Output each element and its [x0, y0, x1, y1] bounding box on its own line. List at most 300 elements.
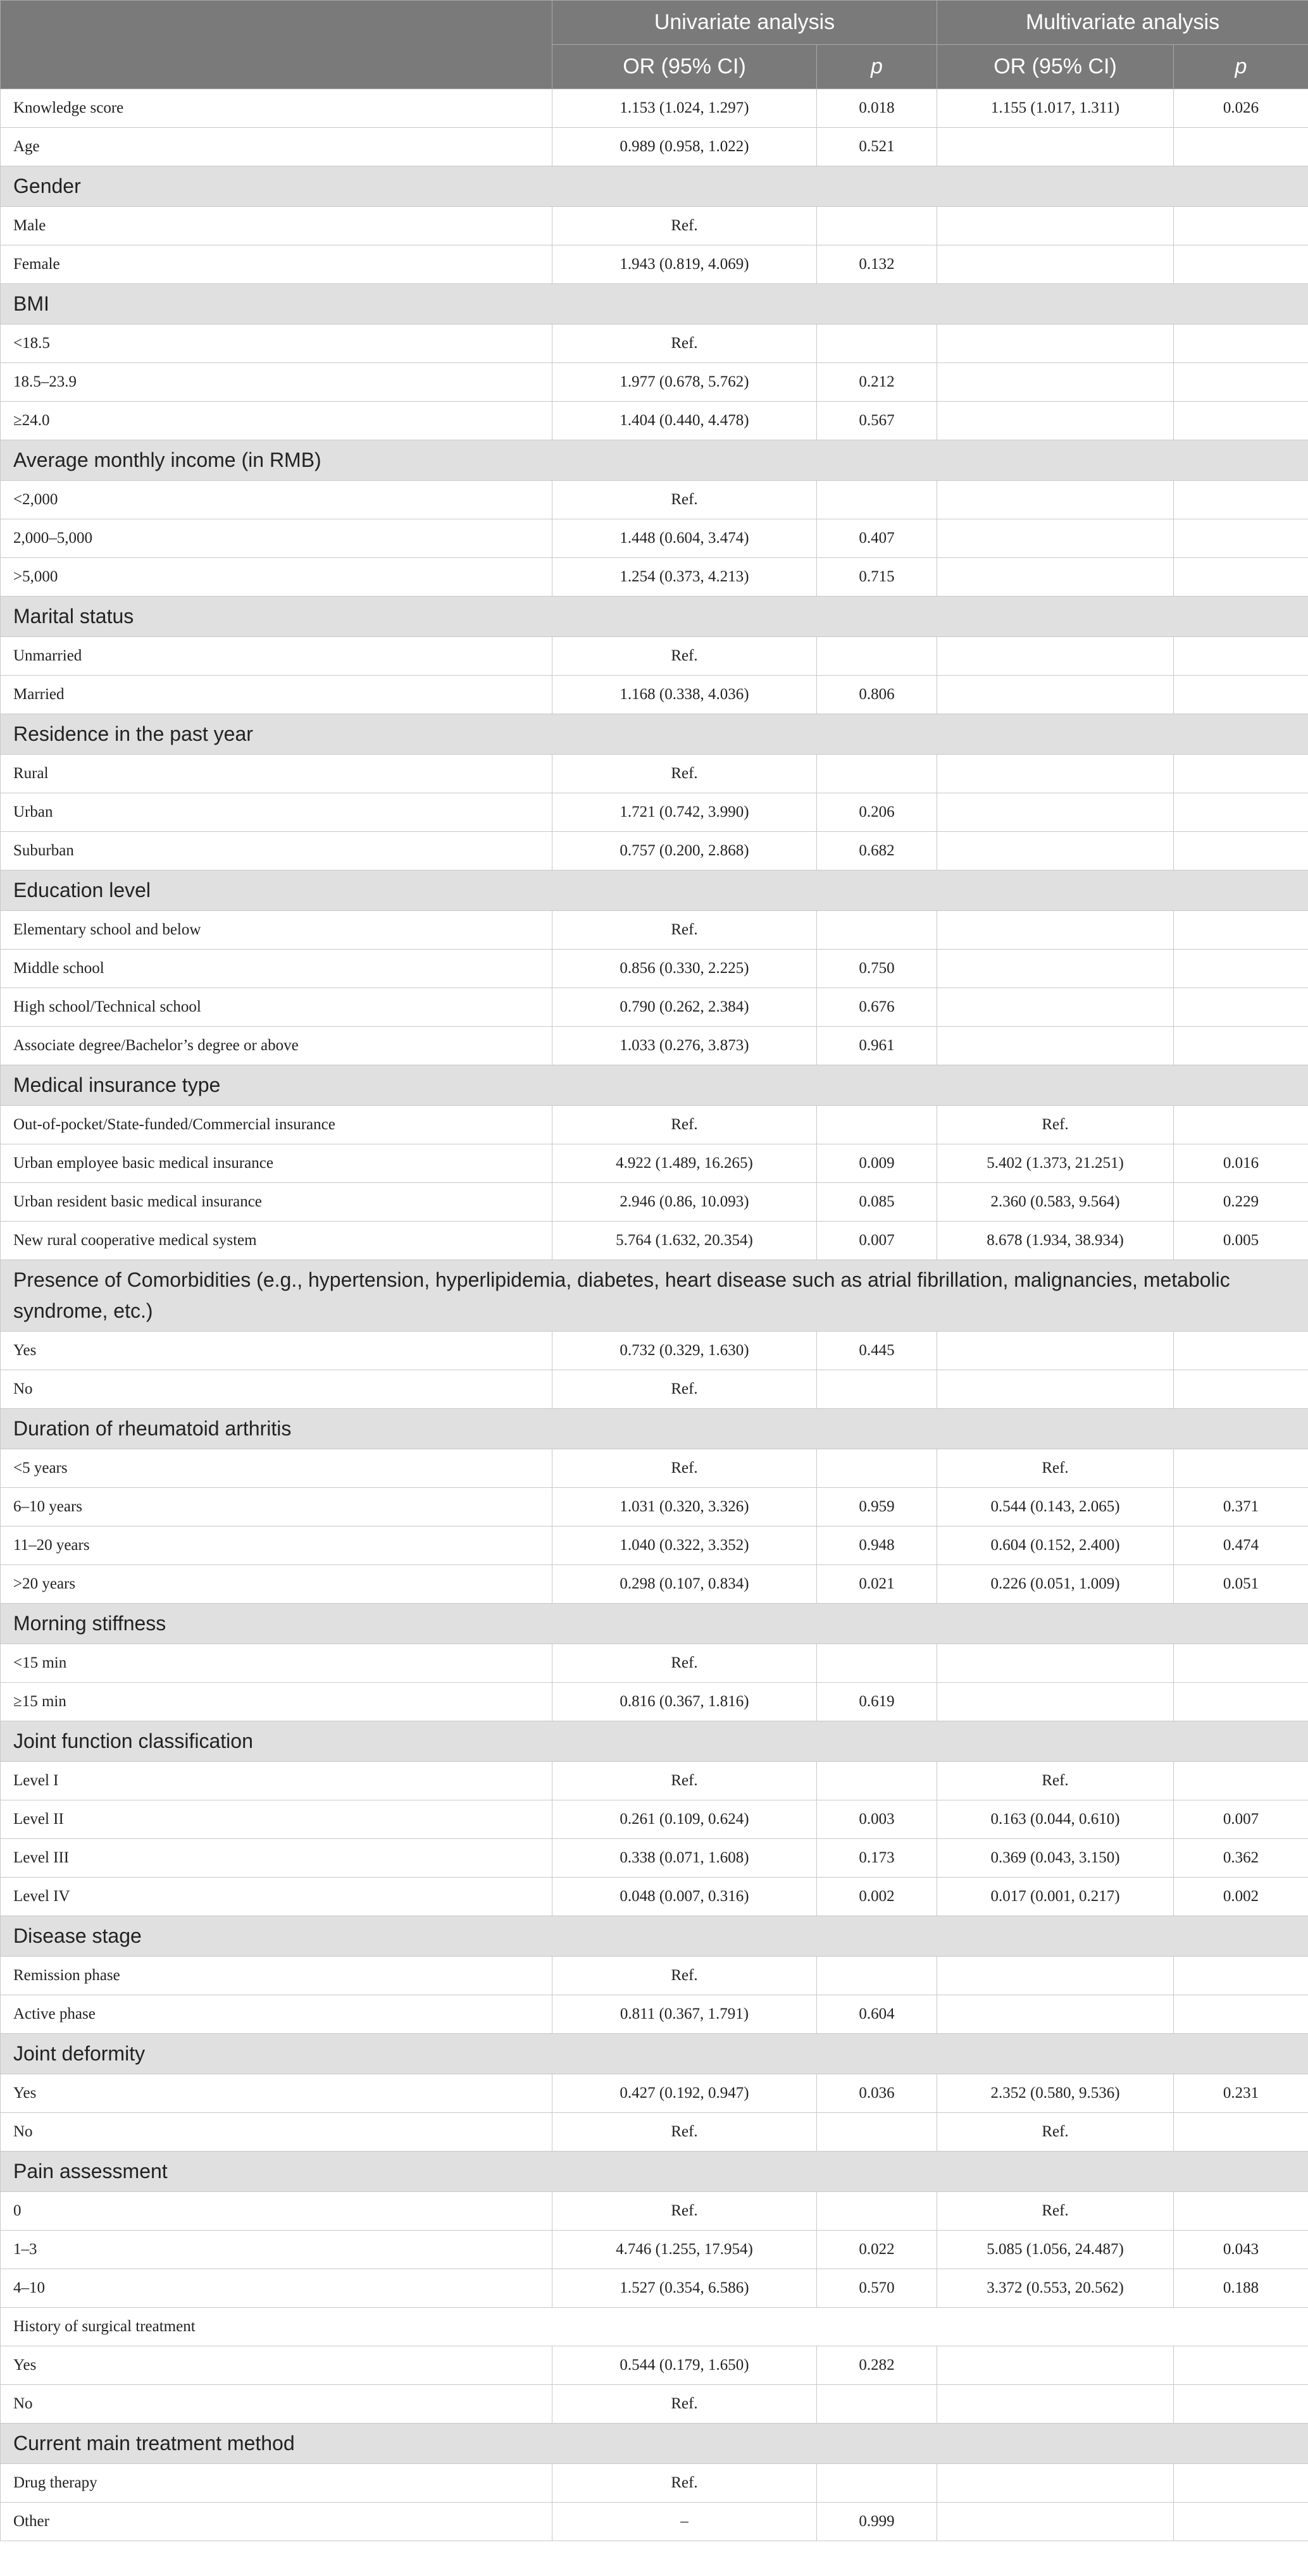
table-row — [1, 637, 1308, 676]
header-multivariate: Multivariate analysis — [937, 1, 1308, 45]
multivariate-p-cell: 0.362 — [1174, 1839, 1308, 1878]
multivariate-or-cell — [937, 911, 1174, 950]
row-label: Elementary school and below — [1, 911, 552, 950]
table-row — [1, 2503, 1308, 2541]
multivariate-or-cell — [937, 676, 1174, 714]
group-label: History of surgical treatment — [1, 2308, 1308, 2346]
row-label: 1–3 — [1, 2231, 552, 2269]
table-row — [1, 89, 1308, 128]
univariate-or-cell: Ref. — [552, 207, 817, 245]
multivariate-or-cell: Ref. — [937, 1106, 1174, 1144]
multivariate-p-cell — [1174, 1762, 1308, 1800]
multivariate-p-cell — [1174, 1106, 1308, 1144]
table-row — [1, 519, 1308, 558]
multivariate-p-cell — [1174, 2503, 1308, 2541]
univariate-p-cell: 0.002 — [817, 1878, 937, 1916]
header-multi-p: p — [1174, 45, 1308, 89]
univariate-or-cell: 0.544 (0.179, 1.650) — [552, 2346, 817, 2385]
group-label: Presence of Comorbidities (e.g., hypertension, hyperlipidemia, diabetes, heart disease such as atrial fibrillation, malignancies, metabolic syndrome, etc.) — [1, 1260, 1308, 1332]
table-row — [1, 1644, 1308, 1683]
row-label: ≥24.0 — [1, 402, 552, 440]
univariate-or-cell: 0.816 (0.367, 1.816) — [552, 1683, 817, 1721]
group-header-row — [1, 2034, 1308, 2074]
multivariate-p-cell — [1174, 245, 1308, 284]
group-label: Pain assessment — [1, 2152, 1308, 2192]
univariate-p-cell: 0.173 — [817, 1839, 937, 1878]
multivariate-p-cell: 0.229 — [1174, 1183, 1308, 1222]
univariate-or-cell: 5.764 (1.632, 20.354) — [552, 1222, 817, 1260]
group-label: Gender — [1, 166, 1308, 207]
row-label: Out-of-pocket/State-funded/Commercial insurance — [1, 1106, 552, 1144]
multivariate-p-cell — [1174, 1644, 1308, 1683]
multivariate-p-cell — [1174, 402, 1308, 440]
univariate-or-cell: 4.746 (1.255, 17.954) — [552, 2231, 817, 2269]
univariate-p-cell: 0.445 — [817, 1332, 937, 1370]
univariate-or-cell: 0.757 (0.200, 2.868) — [552, 832, 817, 870]
multivariate-or-cell — [937, 2346, 1174, 2385]
group-header-row — [1, 2308, 1308, 2346]
row-label: Yes — [1, 2074, 552, 2113]
table-row — [1, 2346, 1308, 2385]
multivariate-p-cell: 0.231 — [1174, 2074, 1308, 2113]
group-header-row — [1, 2424, 1308, 2464]
multivariate-or-cell — [937, 207, 1174, 245]
group-label: Current main treatment method — [1, 2424, 1308, 2464]
header-uni-or: OR (95% CI) — [552, 45, 817, 89]
multivariate-or-cell: Ref. — [937, 2113, 1174, 2152]
row-label: 4–10 — [1, 2269, 552, 2308]
table-row — [1, 2385, 1308, 2424]
univariate-p-cell: 0.009 — [817, 1144, 937, 1183]
multivariate-p-cell — [1174, 911, 1308, 950]
table-row — [1, 2074, 1308, 2113]
table-row — [1, 1565, 1308, 1604]
univariate-p-cell — [817, 2113, 937, 2152]
univariate-p-cell — [817, 911, 937, 950]
group-header-row — [1, 440, 1308, 481]
multivariate-or-cell: 2.352 (0.580, 9.536) — [937, 2074, 1174, 2113]
multivariate-or-cell — [937, 1644, 1174, 1683]
univariate-p-cell — [817, 2385, 937, 2424]
univariate-p-cell: 0.036 — [817, 2074, 937, 2113]
univariate-p-cell — [817, 755, 937, 793]
multivariate-or-cell — [937, 128, 1174, 166]
multivariate-or-cell — [937, 2385, 1174, 2424]
univariate-or-cell: 0.427 (0.192, 0.947) — [552, 2074, 817, 2113]
table-row — [1, 1332, 1308, 1370]
univariate-or-cell: 0.338 (0.071, 1.608) — [552, 1839, 817, 1878]
table-row — [1, 1957, 1308, 1995]
multivariate-p-cell: 0.474 — [1174, 1526, 1308, 1565]
row-label: Urban resident basic medical insurance — [1, 1183, 552, 1222]
table-row — [1, 325, 1308, 363]
univariate-p-cell: 0.407 — [817, 519, 937, 558]
table-row — [1, 2464, 1308, 2503]
univariate-p-cell: 0.212 — [817, 363, 937, 402]
multivariate-p-cell: 0.002 — [1174, 1878, 1308, 1916]
multivariate-or-cell — [937, 950, 1174, 988]
multivariate-p-cell — [1174, 2464, 1308, 2503]
univariate-or-cell: Ref. — [552, 637, 817, 676]
univariate-or-cell: 0.856 (0.330, 2.225) — [552, 950, 817, 988]
row-label: High school/Technical school — [1, 988, 552, 1027]
group-header-row — [1, 1721, 1308, 1762]
multivariate-p-cell — [1174, 676, 1308, 714]
multivariate-p-cell — [1174, 363, 1308, 402]
table-row — [1, 245, 1308, 284]
univariate-p-cell: 0.085 — [817, 1183, 937, 1222]
univariate-or-cell: 1.033 (0.276, 3.873) — [552, 1027, 817, 1065]
multivariate-or-cell — [937, 363, 1174, 402]
table-row — [1, 1800, 1308, 1839]
multivariate-p-cell — [1174, 1449, 1308, 1488]
multivariate-or-cell — [937, 1683, 1174, 1721]
multivariate-or-cell — [937, 793, 1174, 832]
univariate-p-cell: 0.521 — [817, 128, 937, 166]
univariate-p-cell — [817, 1644, 937, 1683]
multivariate-p-cell — [1174, 128, 1308, 166]
table-row — [1, 1488, 1308, 1526]
multivariate-p-cell: 0.005 — [1174, 1222, 1308, 1260]
multivariate-or-cell: 5.085 (1.056, 24.487) — [937, 2231, 1174, 2269]
group-label: Morning stiffness — [1, 1604, 1308, 1644]
univariate-or-cell: 1.031 (0.320, 3.326) — [552, 1488, 817, 1526]
univariate-or-cell: Ref. — [552, 911, 817, 950]
table-row — [1, 1526, 1308, 1565]
table-row — [1, 1144, 1308, 1183]
multivariate-p-cell — [1174, 1995, 1308, 2034]
multivariate-or-cell: 2.360 (0.583, 9.564) — [937, 1183, 1174, 1222]
row-label: Drug therapy — [1, 2464, 552, 2503]
univariate-p-cell: 0.570 — [817, 2269, 937, 2308]
multivariate-or-cell — [937, 1995, 1174, 2034]
univariate-or-cell: Ref. — [552, 2385, 817, 2424]
header-uni-p: p — [817, 45, 937, 89]
univariate-or-cell: 0.811 (0.367, 1.791) — [552, 1995, 817, 2034]
univariate-or-cell: 0.790 (0.262, 2.384) — [552, 988, 817, 1027]
univariate-or-cell: Ref. — [552, 325, 817, 363]
univariate-or-cell: 1.977 (0.678, 5.762) — [552, 363, 817, 402]
row-label: <5 years — [1, 1449, 552, 1488]
multivariate-or-cell — [937, 755, 1174, 793]
univariate-or-cell: 1.527 (0.354, 6.586) — [552, 2269, 817, 2308]
univariate-or-cell: Ref. — [552, 1957, 817, 1995]
univariate-p-cell: 0.715 — [817, 558, 937, 597]
table-row — [1, 755, 1308, 793]
group-label: Duration of rheumatoid arthritis — [1, 1409, 1308, 1449]
table-row — [1, 2269, 1308, 2308]
univariate-or-cell: Ref. — [552, 755, 817, 793]
row-label: Remission phase — [1, 1957, 552, 1995]
multivariate-p-cell: 0.188 — [1174, 2269, 1308, 2308]
univariate-or-cell: 1.721 (0.742, 3.990) — [552, 793, 817, 832]
header-blank — [1, 1, 552, 89]
row-label: 11–20 years — [1, 1526, 552, 1565]
group-header-row — [1, 1409, 1308, 1449]
row-label: Age — [1, 128, 552, 166]
multivariate-p-cell — [1174, 1027, 1308, 1065]
header-row-analysis — [1, 1, 1308, 45]
row-label: ≥15 min — [1, 1683, 552, 1721]
table-row — [1, 911, 1308, 950]
group-label: Joint function classification — [1, 1721, 1308, 1762]
multivariate-p-cell — [1174, 988, 1308, 1027]
table-row — [1, 1995, 1308, 2034]
univariate-or-cell: 0.989 (0.958, 1.022) — [552, 128, 817, 166]
univariate-p-cell — [817, 1957, 937, 1995]
multivariate-or-cell — [937, 245, 1174, 284]
group-header-row — [1, 1065, 1308, 1106]
univariate-p-cell — [817, 2464, 937, 2503]
univariate-p-cell — [817, 1449, 937, 1488]
multivariate-or-cell: 0.604 (0.152, 2.400) — [937, 1526, 1174, 1565]
multivariate-or-cell: 3.372 (0.553, 20.562) — [937, 2269, 1174, 2308]
row-label: Level I — [1, 1762, 552, 1800]
multivariate-p-cell — [1174, 558, 1308, 597]
univariate-p-cell: 0.999 — [817, 2503, 937, 2541]
univariate-or-cell: Ref. — [552, 2113, 817, 2152]
univariate-or-cell: – — [552, 2503, 817, 2541]
row-label: No — [1, 2113, 552, 2152]
table-row — [1, 1370, 1308, 1409]
multivariate-or-cell: 0.369 (0.043, 3.150) — [937, 1839, 1174, 1878]
multivariate-or-cell: 0.163 (0.044, 0.610) — [937, 1800, 1174, 1839]
multivariate-or-cell — [937, 1332, 1174, 1370]
univariate-or-cell: 0.298 (0.107, 0.834) — [552, 1565, 817, 1604]
multivariate-p-cell — [1174, 2385, 1308, 2424]
multivariate-or-cell: Ref. — [937, 1762, 1174, 1800]
multivariate-or-cell: Ref. — [937, 1449, 1174, 1488]
row-label: Level IV — [1, 1878, 552, 1916]
univariate-p-cell: 0.604 — [817, 1995, 937, 2034]
table-row — [1, 1839, 1308, 1878]
multivariate-p-cell — [1174, 2192, 1308, 2231]
group-header-row — [1, 1604, 1308, 1644]
row-label: Associate degree/Bachelor’s degree or above — [1, 1027, 552, 1065]
table-row — [1, 832, 1308, 870]
univariate-p-cell: 0.132 — [817, 245, 937, 284]
multivariate-or-cell — [937, 2503, 1174, 2541]
table-body — [1, 89, 1308, 2541]
row-label: >5,000 — [1, 558, 552, 597]
row-label: Unmarried — [1, 637, 552, 676]
row-label: Rural — [1, 755, 552, 793]
multivariate-p-cell — [1174, 950, 1308, 988]
univariate-or-cell: 1.943 (0.819, 4.069) — [552, 245, 817, 284]
multivariate-p-cell: 0.051 — [1174, 1565, 1308, 1604]
univariate-or-cell: Ref. — [552, 2464, 817, 2503]
row-label: Active phase — [1, 1995, 552, 2034]
multivariate-p-cell — [1174, 207, 1308, 245]
group-label: Disease stage — [1, 1916, 1308, 1957]
multivariate-or-cell — [937, 325, 1174, 363]
univariate-or-cell: Ref. — [552, 1644, 817, 1683]
row-label: Level II — [1, 1800, 552, 1839]
row-label: 18.5–23.9 — [1, 363, 552, 402]
univariate-p-cell: 0.007 — [817, 1222, 937, 1260]
univariate-or-cell: Ref. — [552, 1762, 817, 1800]
multivariate-or-cell — [937, 1027, 1174, 1065]
multivariate-or-cell — [937, 558, 1174, 597]
multivariate-p-cell — [1174, 2113, 1308, 2152]
table-row — [1, 950, 1308, 988]
row-label: Other — [1, 2503, 552, 2541]
group-header-row — [1, 597, 1308, 637]
univariate-p-cell: 0.206 — [817, 793, 937, 832]
table-row — [1, 2113, 1308, 2152]
table-row — [1, 128, 1308, 166]
univariate-p-cell: 0.567 — [817, 402, 937, 440]
row-label: <15 min — [1, 1644, 552, 1683]
group-header-row — [1, 2152, 1308, 2192]
multivariate-or-cell — [937, 481, 1174, 519]
multivariate-or-cell — [937, 988, 1174, 1027]
univariate-p-cell — [817, 325, 937, 363]
univariate-p-cell: 0.961 — [817, 1027, 937, 1065]
group-header-row — [1, 166, 1308, 207]
multivariate-or-cell — [937, 402, 1174, 440]
univariate-p-cell — [817, 207, 937, 245]
multivariate-p-cell — [1174, 1957, 1308, 1995]
table-row — [1, 2231, 1308, 2269]
row-label: No — [1, 2385, 552, 2424]
univariate-or-cell: 1.254 (0.373, 4.213) — [552, 558, 817, 597]
row-label: New rural cooperative medical system — [1, 1222, 552, 1260]
univariate-or-cell: 1.153 (1.024, 1.297) — [552, 89, 817, 128]
univariate-or-cell: 1.448 (0.604, 3.474) — [552, 519, 817, 558]
row-label: No — [1, 1370, 552, 1409]
univariate-p-cell: 0.018 — [817, 89, 937, 128]
univariate-p-cell: 0.682 — [817, 832, 937, 870]
table-row — [1, 363, 1308, 402]
multivariate-or-cell — [937, 637, 1174, 676]
univariate-or-cell: Ref. — [552, 481, 817, 519]
univariate-p-cell — [817, 1106, 937, 1144]
table-row — [1, 481, 1308, 519]
table-row — [1, 558, 1308, 597]
row-label: Suburban — [1, 832, 552, 870]
header-univariate: Univariate analysis — [552, 1, 937, 45]
multivariate-p-cell: 0.016 — [1174, 1144, 1308, 1183]
row-label: Married — [1, 676, 552, 714]
multivariate-or-cell — [937, 1957, 1174, 1995]
table-header — [1, 1, 1308, 89]
group-header-row — [1, 1260, 1308, 1332]
multivariate-or-cell: 8.678 (1.934, 38.934) — [937, 1222, 1174, 1260]
multivariate-or-cell — [937, 832, 1174, 870]
univariate-p-cell: 0.948 — [817, 1526, 937, 1565]
multivariate-or-cell: 1.155 (1.017, 1.311) — [937, 89, 1174, 128]
univariate-or-cell: 1.168 (0.338, 4.036) — [552, 676, 817, 714]
table-row — [1, 988, 1308, 1027]
multivariate-p-cell: 0.026 — [1174, 89, 1308, 128]
multivariate-p-cell — [1174, 637, 1308, 676]
multivariate-p-cell — [1174, 2346, 1308, 2385]
multivariate-p-cell — [1174, 325, 1308, 363]
univariate-p-cell — [817, 481, 937, 519]
row-label: 2,000–5,000 — [1, 519, 552, 558]
univariate-or-cell: 1.040 (0.322, 3.352) — [552, 1526, 817, 1565]
univariate-or-cell: Ref. — [552, 1106, 817, 1144]
group-label: Education level — [1, 870, 1308, 911]
univariate-or-cell: 2.946 (0.86, 10.093) — [552, 1183, 817, 1222]
univariate-or-cell: Ref. — [552, 2192, 817, 2231]
row-label: Female — [1, 245, 552, 284]
group-label: Residence in the past year — [1, 714, 1308, 755]
multivariate-or-cell: 0.226 (0.051, 1.009) — [937, 1565, 1174, 1604]
row-label: Knowledge score — [1, 89, 552, 128]
multivariate-or-cell — [937, 519, 1174, 558]
univariate-p-cell: 0.282 — [817, 2346, 937, 2385]
univariate-or-cell: Ref. — [552, 1370, 817, 1409]
row-label: <2,000 — [1, 481, 552, 519]
univariate-p-cell: 0.619 — [817, 1683, 937, 1721]
table-row — [1, 2192, 1308, 2231]
header-multi-or: OR (95% CI) — [937, 45, 1174, 89]
univariate-or-cell: 1.404 (0.440, 4.478) — [552, 402, 817, 440]
multivariate-p-cell: 0.007 — [1174, 1800, 1308, 1839]
table-row — [1, 676, 1308, 714]
row-label: Yes — [1, 1332, 552, 1370]
group-header-row — [1, 870, 1308, 911]
table-row — [1, 1183, 1308, 1222]
univariate-or-cell: 4.922 (1.489, 16.265) — [552, 1144, 817, 1183]
multivariate-or-cell: 0.544 (0.143, 2.065) — [937, 1488, 1174, 1526]
table-row — [1, 1027, 1308, 1065]
row-label: Middle school — [1, 950, 552, 988]
table-row — [1, 402, 1308, 440]
univariate-p-cell: 0.806 — [817, 676, 937, 714]
row-label: 6–10 years — [1, 1488, 552, 1526]
multivariate-p-cell — [1174, 1683, 1308, 1721]
univariate-p-cell — [817, 1370, 937, 1409]
univariate-or-cell: Ref. — [552, 1449, 817, 1488]
group-header-row — [1, 714, 1308, 755]
row-label: >20 years — [1, 1565, 552, 1604]
table-row — [1, 1449, 1308, 1488]
multivariate-or-cell: Ref. — [937, 2192, 1174, 2231]
univariate-p-cell — [817, 1762, 937, 1800]
univariate-p-cell — [817, 637, 937, 676]
row-label: Level III — [1, 1839, 552, 1878]
univariate-p-cell: 0.022 — [817, 2231, 937, 2269]
univariate-p-cell: 0.021 — [817, 1565, 937, 1604]
multivariate-p-cell — [1174, 519, 1308, 558]
row-label: Yes — [1, 2346, 552, 2385]
multivariate-p-cell — [1174, 1332, 1308, 1370]
group-label: Joint deformity — [1, 2034, 1308, 2074]
table-row — [1, 207, 1308, 245]
multivariate-p-cell — [1174, 755, 1308, 793]
univariate-p-cell: 0.676 — [817, 988, 937, 1027]
multivariate-p-cell — [1174, 1370, 1308, 1409]
row-label: Male — [1, 207, 552, 245]
univariate-p-cell: 0.959 — [817, 1488, 937, 1526]
table-row — [1, 1878, 1308, 1916]
multivariate-p-cell — [1174, 832, 1308, 870]
multivariate-or-cell — [937, 1370, 1174, 1409]
row-label: Urban employee basic medical insurance — [1, 1144, 552, 1183]
table-row — [1, 1762, 1308, 1800]
group-header-row — [1, 1916, 1308, 1957]
group-label: BMI — [1, 284, 1308, 325]
group-label: Medical insurance type — [1, 1065, 1308, 1106]
group-label: Marital status — [1, 597, 1308, 637]
univariate-p-cell: 0.750 — [817, 950, 937, 988]
row-label: <18.5 — [1, 325, 552, 363]
univariate-p-cell: 0.003 — [817, 1800, 937, 1839]
multivariate-p-cell: 0.043 — [1174, 2231, 1308, 2269]
